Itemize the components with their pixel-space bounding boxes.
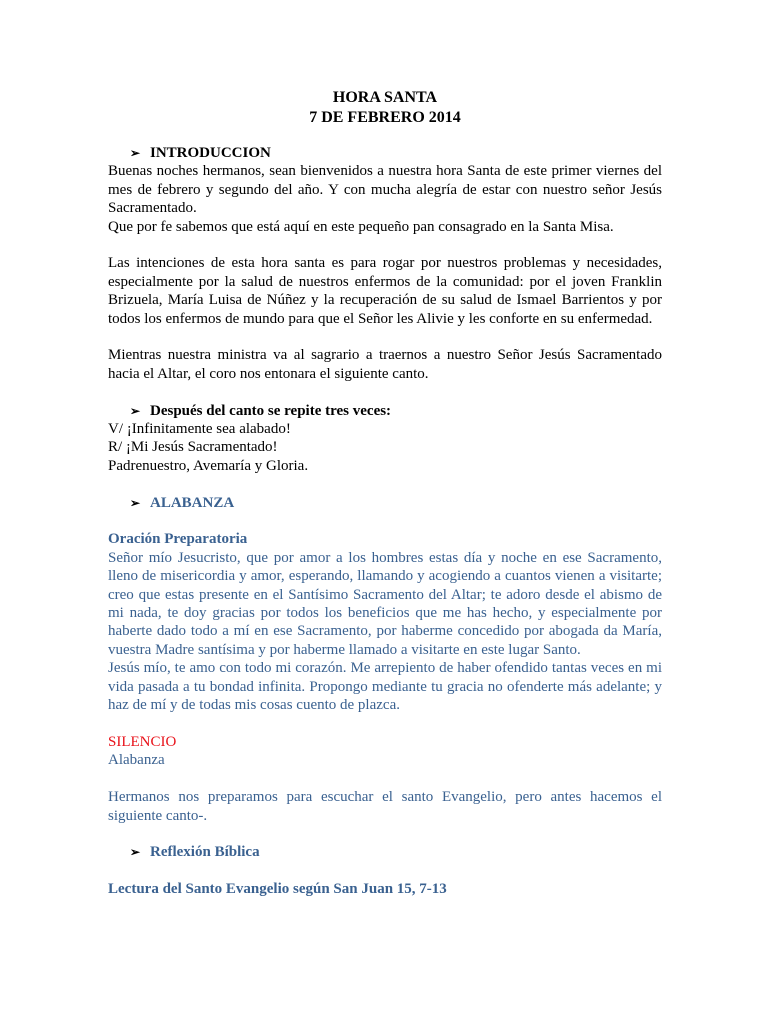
oracion-paragraph: Señor mío Jesucristo, que por amor a los hombres estas día y noche en ese Sacramento, lleno de misericordia y amor, esperando, llamando y acogiendo a cuantos vienen a visitarte; creo que estas presente en el Santísimo Sacramento del Altar; te adoro desde el abismo de mi nada, te doy gracias por todos los beneficios que me has hecho, y especialmente por haberte dado todo a mí en ese Sacramento, por haberme concedido por abogada da María, vuestra Madre santísima y por haberme llamado a visitarte en este lugar Santo. (108, 549, 662, 658)
alabanza-label: Alabanza (108, 752, 165, 769)
document-title: HORA SANTA (332, 89, 438, 106)
heading-label: Reflexión Bíblica (150, 844, 260, 861)
heading-label: ALABANZA (150, 494, 235, 511)
arrow-bullet-icon: ➢ (130, 845, 141, 860)
document-date: 7 DE FEBRERO 2014 (309, 109, 461, 126)
prayers-line: Padrenuestro, Avemaría y Gloria. (108, 457, 309, 474)
heading-reflexion (108, 843, 662, 861)
heading-introduccion (108, 144, 662, 162)
heading-alabanza (108, 494, 662, 512)
lectura-heading: Lectura del Santo Evangelio según San Juan 15, 7-13 (108, 881, 447, 898)
heading-label: INTRODUCCION (150, 145, 271, 161)
oracion-subheading: Oración Preparatoria (108, 531, 248, 548)
arrow-bullet-icon: ➢ (130, 146, 141, 160)
response-line: R/ ¡Mi Jesús Sacramentado! (108, 439, 278, 456)
heading-label: Después del canto se repite tres veces: (150, 402, 392, 419)
arrow-bullet-icon: ➢ (130, 403, 141, 418)
heading-repeat (108, 402, 662, 420)
versicle-line: V/ ¡Infinitamente sea alabado! (108, 421, 291, 438)
ministra-paragraph: Mientras nuestra ministra va al sagrario a traernos a nuestro Señor Jesús Sacramentado hacia el Altar, el coro nos entonara el siguiente canto. (108, 347, 662, 382)
oracion-paragraph: Jesús mío, te amo con todo mi corazón. Me arrepiento de haber ofendido tantas veces en mi vida pasada a tu bondad infinita. Propongo mediante tu gracia no ofenderte más adelante; y haz de mí y de todas mis cosas cuento de plazca. (108, 660, 662, 714)
document-body (108, 88, 662, 899)
intro-paragraph: Buenas noches hermanos, sean bienvenidos a nuestra hora Santa de este primer viernes del mes de febrero y segundo del año. Y con mucha alegría de estar con nuestro señor Jesús Sacramentado. (108, 163, 662, 217)
evangelio-intro-paragraph: Hermanos nos preparamos para escuchar el santo Evangelio, pero antes hacemos el siguiente canto-. (108, 789, 662, 824)
arrow-bullet-icon: ➢ (130, 495, 141, 510)
intro-paragraph: Que por fe sabemos que está aquí en este pequeño pan consagrado en la Santa Misa. (108, 218, 614, 235)
intentions-paragraph: Las intenciones de esta hora santa es para rogar por nuestros problemas y necesidades, especialmente por la salud de nuestros enfermos de la comunidad: por el joven Franklin Brizuela, María Luisa de Núñez y la recuperación de su salud de Ismael Barrientos y por todos los enfermos de mundo para que el Señor les Alivie y les conforte en su enfermedad. (108, 255, 662, 327)
silencio-label: SILENCIO (108, 733, 177, 750)
